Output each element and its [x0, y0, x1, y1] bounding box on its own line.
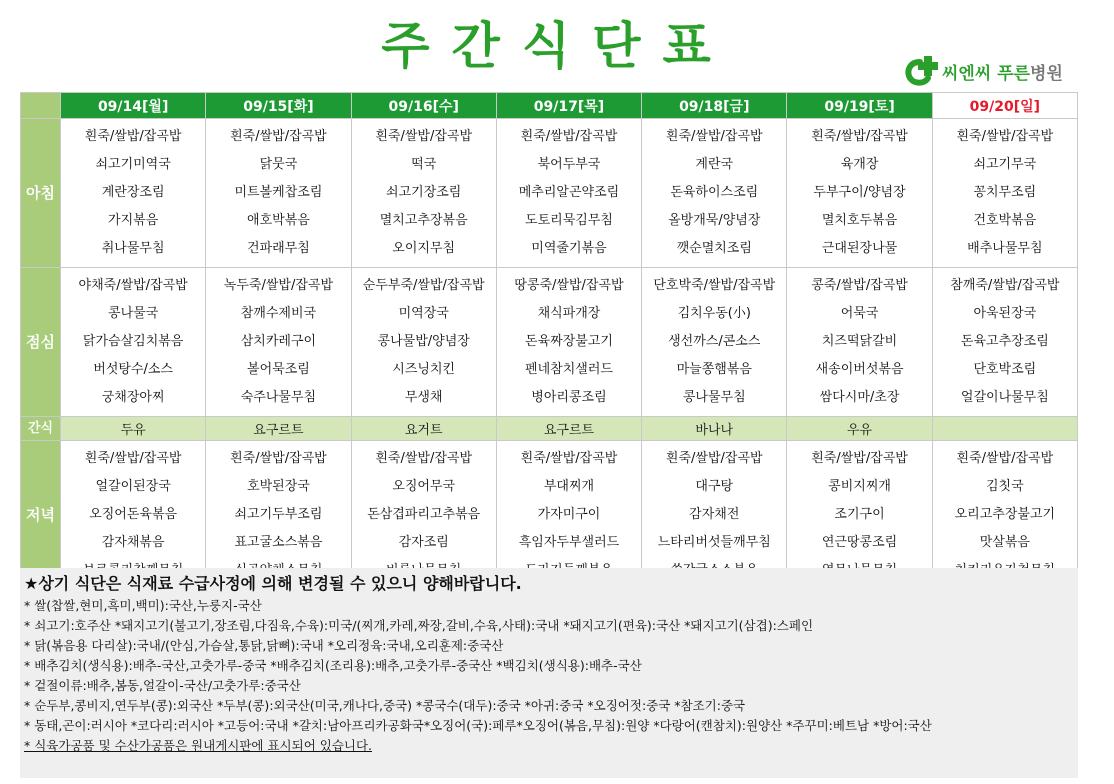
origin-note-line: * 쇠고기:호주산 *돼지고기(불고기,장조림,다짐육,수육):미국/(찌개,카레,짜장,갈비,수육,사태):국내 *돼지고기(편육):국산 *돼지고기(삼겹):스페인: [24, 618, 814, 633]
menu-item: 건호박볶음: [973, 213, 1037, 228]
menu-item: 흑임자두부샐러드: [518, 535, 620, 550]
menu-item: 오리고추장불고기: [954, 507, 1056, 522]
menu-item: 부대찌개: [543, 479, 595, 494]
menu-item: 감자조림: [398, 535, 449, 550]
menu-item: 흰죽/쌀밥/잡곡밥: [665, 451, 763, 466]
menu-item: 표고굴소스볶음: [234, 535, 323, 550]
menu-item: 펜네참치샐러드: [525, 362, 613, 377]
menu-item: 올방개묵/양념장: [668, 213, 761, 228]
menu-item: 육개장: [840, 157, 879, 172]
breakfast-row: [21, 119, 1078, 268]
menu-item: 콩비지찌개: [828, 479, 891, 494]
snack-item: 요구르트: [206, 417, 351, 441]
menu-item: 땅콩죽/쌀밥/잡곡밥: [514, 278, 624, 293]
menu-cell: [787, 268, 932, 417]
menu-item: 단호박죽/쌀밥/잡곡밥: [653, 278, 776, 293]
menu-cell: [61, 268, 206, 417]
cross-leaf-logo-icon: [904, 54, 940, 88]
meal-label-breakfast: 아침: [21, 119, 61, 268]
snack-item: 우유: [787, 417, 932, 441]
day-header: 09/18[금]: [642, 93, 787, 119]
menu-item: 단호박조림: [973, 362, 1037, 377]
menu-item: 삼치카레구이: [240, 334, 317, 349]
menu-item: 멸치호두볶음: [821, 213, 898, 228]
day-header-sunday: 09/20[일]: [932, 93, 1077, 119]
menu-cell: [61, 119, 206, 268]
menu-item: 흰죽/쌀밥/잡곡밥: [375, 451, 473, 466]
notes-lead: ★상기 식단은 식재료 수급사정에 의해 변경될 수 있으니 양해바랍니다.: [24, 574, 522, 593]
menu-cell: [351, 268, 496, 417]
menu-item: 콩나물밥/양념장: [377, 334, 470, 349]
menu-cell: [932, 119, 1077, 268]
menu-item: 가자미구이: [537, 507, 601, 522]
menu-item: 흰죽/쌀밥/잡곡밥: [811, 451, 908, 466]
menu-item: 쇠고기두부조림: [234, 507, 323, 522]
menu-item: 얼갈이나물무침: [960, 390, 1049, 405]
snack-item: [932, 417, 1077, 441]
menu-item: 미역줄기볶음: [531, 241, 607, 256]
menu-item: 쇠고기미역국: [95, 157, 171, 172]
menu-item: 메추리알곤약조림: [518, 185, 620, 200]
menu-item: 감자채전: [689, 507, 740, 522]
meal-label-dinner: 저녁: [21, 441, 61, 590]
origin-note-line: * 순두부,콩비지,연두부(콩):외국산 *두부(콩):외국산(미국,캐나다,중국) *콩국수(대두):중국 *아귀:중국 *오징어젓:중국 *참조기:중국: [24, 698, 746, 713]
menu-item: 궁채장아찌: [101, 390, 165, 405]
menu-item: 떡국: [411, 157, 437, 172]
menu-item: 돈육하이스조림: [670, 185, 759, 200]
menu-item: 생선까스/콘소스: [668, 334, 761, 349]
menu-item: 콩나물국: [108, 306, 159, 321]
origin-notes: [24, 596, 1074, 736]
hospital-logo: [904, 54, 1063, 88]
menu-item: 참깨죽/쌀밥/잡곡밥: [950, 278, 1060, 293]
logo-text: 씨엔씨 푸른병원: [942, 63, 1063, 84]
meal-label-snack: 간식: [21, 417, 61, 441]
menu-item: 흰죽/쌀밥/잡곡밥: [520, 451, 618, 466]
menu-item: 오징어돈육볶음: [89, 507, 178, 522]
menu-item: 돈육짜장불고기: [525, 334, 613, 349]
menu-item: 흰죽/쌀밥/잡곡밥: [230, 129, 327, 144]
menu-item: 치즈떡닭갈비: [821, 334, 898, 349]
origin-note-line: * 배추김치(생식용):배추-국산,고춧가루-중국 *배추김치(조리용):배추,고춧가루-중국산 *백김치(생식용):배추-국산: [24, 658, 642, 673]
menu-cell: [642, 119, 787, 268]
menu-item: 무생채: [404, 390, 443, 405]
menu-item: 돈육고추장조림: [960, 334, 1049, 349]
menu-item: 가지볶음: [108, 213, 159, 228]
menu-item: 녹두죽/쌀밥/잡곡밥: [223, 278, 334, 293]
menu-item: 얼갈이된장국: [95, 479, 171, 494]
menu-item: 아욱된장국: [973, 306, 1037, 321]
menu-item: 버섯탕수/소스: [93, 362, 173, 377]
menu-item: 어묵국: [840, 306, 879, 321]
menu-item: 두부구이/양념장: [813, 185, 906, 200]
menu-item: 애호박볶음: [247, 213, 310, 228]
snack-row: [21, 417, 1078, 441]
menu-item: 순두부죽/쌀밥/잡곡밥: [362, 278, 485, 293]
menu-item: 병아리콩조림: [531, 390, 607, 405]
menu-item: 계란장조림: [101, 185, 165, 200]
menu-item: 호박된장국: [247, 479, 310, 494]
day-header-row: [21, 93, 1078, 119]
menu-item: 콩죽/쌀밥/잡곡밥: [811, 278, 908, 293]
menu-item: 새송이버섯볶음: [815, 362, 904, 377]
day-header: 09/16[수]: [351, 93, 496, 119]
day-header: 09/15[화]: [206, 93, 351, 119]
snack-item: 요구르트: [496, 417, 641, 441]
menu-item: 흰죽/쌀밥/잡곡밥: [84, 129, 182, 144]
menu-item: 김칫국: [986, 479, 1024, 494]
menu-item: 오이지무침: [392, 241, 456, 256]
menu-item: 대구탕: [695, 479, 734, 494]
menu-item: 쇠고기장조림: [386, 185, 462, 200]
origin-note-line: * 쌀(찹쌀,현미,흑미,백미):국산,누룽지-국산: [24, 598, 262, 613]
menu-cell: [932, 268, 1077, 417]
menu-cell: [351, 119, 496, 268]
origin-note-line: * 닭(볶음용 다리살):국내/(안심,가슴살,통닭,닭뼈):국내 *오리정육:국내,오리훈제:중국산: [24, 638, 504, 653]
menu-item: 깻순멸치조림: [676, 241, 752, 256]
snack-item: 두유: [61, 417, 206, 441]
menu-item: 맛살볶음: [979, 535, 1030, 550]
meal-label-lunch: 점심: [21, 268, 61, 417]
menu-item: 흰죽/쌀밥/잡곡밥: [230, 451, 327, 466]
menu-cell: [787, 119, 932, 268]
menu-item: 꽁치무조림: [973, 185, 1037, 200]
header-corner: [21, 93, 61, 119]
menu-item: 멸치고추장볶음: [379, 213, 468, 228]
menu-item: 연근땅콩조림: [821, 535, 898, 550]
menu-cell: [496, 268, 641, 417]
weekly-menu-table: [20, 92, 1078, 590]
menu-item: 닭뭇국: [259, 157, 298, 172]
menu-item: 흰죽/쌀밥/잡곡밥: [811, 129, 908, 144]
notes-box: [20, 568, 1078, 778]
menu-item: 흰죽/쌀밥/잡곡밥: [956, 451, 1054, 466]
menu-item: 쇠고기무국: [973, 157, 1037, 172]
origin-note-line: * 동태,곤이:러시아 *코다리:러시아 *고등어:국내 *갈치:남아프리카공화국*오징어(국):페루*오징어(볶음,무침):원양 *다랑어(캔참치):원양산 *주꾸미:베트남 *방어:국산: [24, 718, 932, 733]
menu-item: 느타리버섯들깨무침: [657, 535, 771, 550]
menu-item: 흰죽/쌀밥/잡곡밥: [520, 129, 618, 144]
menu-item: 마늘쫑햄볶음: [676, 362, 752, 377]
menu-item: 흰죽/쌀밥/잡곡밥: [956, 129, 1054, 144]
day-header: 09/14[월]: [61, 93, 206, 119]
menu-cell: [206, 119, 351, 268]
menu-item: 미역장국: [398, 306, 449, 321]
menu-item: 숙주나물무침: [240, 390, 317, 405]
menu-item: 조기구이: [834, 507, 885, 522]
menu-item: 취나물무침: [101, 241, 165, 256]
menu-item: 채식파개장: [537, 306, 601, 321]
lunch-row: [21, 268, 1078, 417]
menu-item: 야채죽/쌀밥/잡곡밥: [78, 278, 188, 293]
menu-item: 콩나물무침: [682, 390, 746, 405]
menu-item: 흰죽/쌀밥/잡곡밥: [375, 129, 473, 144]
menu-item: 도토리묵김무침: [525, 213, 613, 228]
origin-note-line: * 겉절이류:배추,봄동,얼갈이-국산/고춧가루:중국산: [24, 678, 301, 693]
menu-item: 김치우동(小): [677, 306, 751, 321]
menu-item: 오징어무국: [392, 479, 456, 494]
menu-item: 배추나물무침: [967, 241, 1043, 256]
menu-item: 흰죽/쌀밥/잡곡밥: [665, 129, 763, 144]
menu-item: 돈삼겹파리고추볶음: [367, 507, 481, 522]
menu-cell: [642, 268, 787, 417]
snack-item: 요거트: [351, 417, 496, 441]
menu-item: 북어두부국: [537, 157, 601, 172]
day-header: 09/17[목]: [496, 93, 641, 119]
notes-last-line: * 식육가공품 및 수산가공품은 원내게시판에 표시되어 있습니다.: [24, 738, 373, 753]
menu-item: 건파래무침: [247, 241, 310, 256]
menu-item: 볼어묵조림: [247, 362, 310, 377]
day-header: 09/19[토]: [787, 93, 932, 119]
menu-item: 감자채볶음: [101, 535, 165, 550]
menu-item: 근대된장나물: [821, 241, 898, 256]
snack-item: 바나나: [642, 417, 787, 441]
menu-cell: [206, 268, 351, 417]
menu-item: 계란국: [695, 157, 734, 172]
menu-item: 시즈닝치킨: [392, 362, 456, 377]
menu-item: 닭가슴살김치볶음: [82, 334, 184, 349]
menu-item: 참깨수제비국: [240, 306, 317, 321]
menu-cell: [496, 119, 641, 268]
menu-item: 흰죽/쌀밥/잡곡밥: [84, 451, 182, 466]
page-title: 주간식단표: [381, 17, 733, 75]
menu-item: 미트볼케찹조림: [234, 185, 323, 200]
menu-item: 쌈다시마/초장: [819, 390, 900, 405]
